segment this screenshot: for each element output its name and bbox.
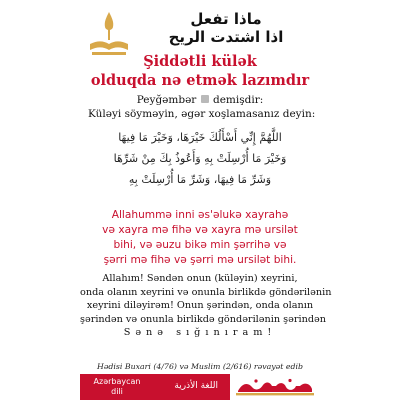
transliteration-line: və xayra mə fihə və xayra mə ursilət	[102, 224, 298, 236]
dua-arabic	[86, 127, 314, 190]
dua-arabic-line: وَخَيْرَ مَا أُرْسِلَتْ بِهِ وَأَعُوذُ بِكَ مِنْ شَرِّهَا	[113, 152, 287, 165]
language-label-ar: اللغة الأذرية	[174, 381, 218, 391]
publisher-logo-icon	[86, 10, 132, 58]
page-title-line: olduqda nə etmək lazımdır	[90, 72, 310, 89]
transliteration-line: bihi, və əuzu bikə min şərrihə və	[113, 239, 287, 251]
page-title	[80, 52, 320, 90]
transliteration-line: Allahummə inni əs'əlukə xayrahə	[111, 209, 289, 221]
language-label-line: Azərbaycan	[93, 377, 141, 386]
language-label-line: dili	[111, 387, 123, 396]
arabic-title-line: ماذا تفعل	[190, 10, 262, 28]
dua-meaning	[80, 272, 332, 340]
pbuh-symbol-icon	[201, 95, 209, 103]
hadith-source: Hədisi Buxari (4/76) və Muslim (2/616) rəvayət edib	[97, 362, 303, 371]
intro-line	[88, 93, 312, 107]
arabic-title-line: اذا اشتدت الريح	[168, 28, 284, 46]
footer-bar	[80, 374, 320, 400]
meaning-line: Sənə sığınıram!	[123, 327, 277, 338]
meaning-line: xeyrini diləyirəm! Onun şərindən, onda olanın	[86, 300, 314, 311]
meaning-line: şərindən və onunla birlikdə göndərilənin şərindən	[80, 313, 326, 325]
language-label-az	[86, 377, 148, 397]
language-band	[80, 374, 230, 400]
meaning-line: Allahım! Səndən onun (küləyin) xeyrini,	[102, 273, 298, 284]
dua-arabic-line: وَشَرِّ مَا فِيهَا، وَشَرِّ مَا أُرْسِلَتْ بِهِ	[128, 173, 272, 186]
transliteration-line: şərri mə fihə və şərri mə ursilət bihi.	[103, 254, 297, 266]
intro-line: Küləyi söyməyin, əgər xoşlamasanız deyin:	[88, 108, 316, 120]
intro-prophet: Peyğəmbər	[136, 94, 197, 106]
brand-logo-icon	[232, 376, 318, 398]
hisn-card	[80, 0, 332, 400]
arabic-title	[140, 10, 312, 46]
dua-transliteration	[80, 208, 320, 268]
intro-text	[88, 93, 316, 121]
page-title-line: Şiddətli külək	[143, 53, 257, 70]
intro-said: demişdir:	[213, 94, 264, 106]
dua-arabic-line: اللَّهُمَّ إِنِّي أَسْأَلُكَ خَيْرَهَا، وَخَيْرَ مَا فِيهَا	[118, 131, 282, 144]
meaning-line: onda olanın xeyrini və onunla birlikdə göndərilənin	[80, 286, 332, 298]
